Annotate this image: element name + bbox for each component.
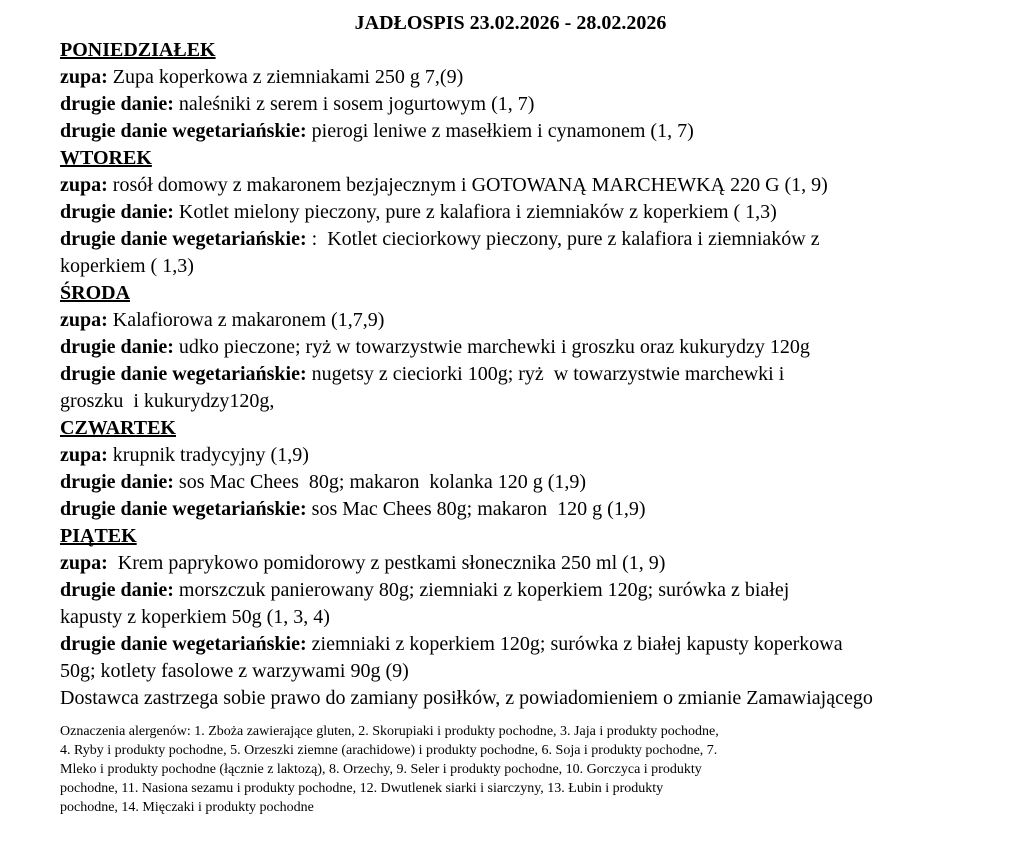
menu-item-label: zupa: bbox=[60, 174, 108, 196]
allergen-legend-line: pochodne, 14. Mięczaki i produkty pochodne bbox=[60, 800, 314, 815]
menu-item-line bbox=[60, 631, 1021, 658]
menu-item-line bbox=[60, 64, 1021, 91]
menu-item-text: udko pieczone; ryż w towarzystwie marchewki i groszku oraz kukurydzy 120g bbox=[173, 336, 810, 358]
day-name: WTOREK bbox=[60, 147, 152, 169]
menu-item-line bbox=[60, 118, 1021, 145]
menu-item-text: sos Mac Chees 80g; makaron 120 g (1,9) bbox=[306, 498, 646, 520]
allergen-legend-line: Oznaczenia alergenów: 1. Zboża zawierające gluten, 2. Skorupiaki i produkty pochodne, 3. Jaja i produkty pochodne, bbox=[60, 724, 719, 739]
menu-item-continuation-line: groszku i kukurydzy120g, bbox=[60, 390, 275, 412]
day-name: CZWARTEK bbox=[60, 417, 176, 439]
menu-item-text: morszczuk panierowany 80g; ziemniaki z koperkiem 120g; surówka z białej bbox=[173, 579, 790, 601]
allergen-legend-line: pochodne, 11. Nasiona sezamu i produkty pochodne, 12. Dwutlenek siarki i siarczyny, 13. Łubin i produkty bbox=[60, 781, 664, 796]
menu-item-label: drugie danie wegetariańskie: bbox=[60, 498, 307, 520]
menu-item-line bbox=[60, 550, 1021, 577]
menu-item-line bbox=[60, 199, 1021, 226]
menu-item-text: naleśniki z serem i sosem jogurtowym (1, 7) bbox=[173, 93, 535, 115]
menu-item-label: drugie danie wegetariańskie: bbox=[60, 120, 307, 142]
menu-item-label: zupa: bbox=[60, 444, 108, 466]
page-title: JADŁOSPIS 23.02.2026 - 28.02.2026 bbox=[354, 12, 667, 34]
menu-days bbox=[60, 37, 1021, 685]
menu-item-continuation-line: kapusty z koperkiem 50g (1, 3, 4) bbox=[60, 606, 330, 628]
day-header-poniedziałek bbox=[60, 37, 1021, 64]
menu-item-line bbox=[60, 334, 1021, 361]
allergen-legend-line: 4. Ryby i produkty pochodne, 5. Orzeszki ziemne (arachidowe) i produkty pochodne, 6. Soja i produkty pochodne, 7. bbox=[60, 743, 718, 758]
menu-item-line bbox=[60, 496, 1021, 523]
menu-item-label: drugie danie wegetariańskie: bbox=[60, 363, 307, 385]
menu-item-label: drugie danie wegetariańskie: bbox=[60, 228, 307, 250]
day-header-środa bbox=[60, 280, 1021, 307]
menu-item-text: Kalafiorowa z makaronem (1,7,9) bbox=[107, 309, 385, 331]
menu-item-label: drugie danie wegetariańskie: bbox=[60, 633, 307, 655]
menu-item-label: drugie danie: bbox=[60, 201, 174, 223]
menu-item-line bbox=[60, 469, 1021, 496]
menu-item-label: drugie danie: bbox=[60, 471, 174, 493]
day-name: PIĄTEK bbox=[60, 525, 137, 547]
menu-item-line bbox=[60, 172, 1021, 199]
menu-item-text: nugetsy z cieciorki 100g; ryż w towarzystwie marchewki i bbox=[306, 363, 785, 385]
menu-item-line bbox=[60, 91, 1021, 118]
menu-item-text: Zupa koperkowa z ziemniakami 250 g 7,(9) bbox=[107, 66, 464, 88]
menu-item-text: krupnik tradycyjny (1,9) bbox=[107, 444, 309, 466]
menu-item-text: Krem paprykowo pomidorowy z pestkami słonecznika 250 ml (1, 9) bbox=[107, 552, 666, 574]
allergen-legend bbox=[60, 722, 1021, 817]
menu-item-line bbox=[60, 442, 1021, 469]
allergen-legend-line: Mleko i produkty pochodne (łącznie z laktozą), 8. Orzechy, 9. Seler i produkty pochodne, 10. Gorczyca i produkty bbox=[60, 762, 702, 777]
menu-item-text: sos Mac Chees 80g; makaron kolanka 120 g (1,9) bbox=[173, 471, 587, 493]
menu-item-text: Kotlet mielony pieczony, pure z kalafiora i ziemniaków z koperkiem ( 1,3) bbox=[173, 201, 777, 223]
menu-item-label: zupa: bbox=[60, 309, 108, 331]
menu-item-continuation-line: koperkiem ( 1,3) bbox=[60, 255, 194, 277]
menu-item-label: zupa: bbox=[60, 66, 108, 88]
menu-item-text: : Kotlet cieciorkowy pieczony, pure z kalafiora i ziemniaków z bbox=[306, 228, 820, 250]
disclaimer: Dostawca zastrzega sobie prawo do zamiany posiłków, z powiadomieniem o zmianie Zamawiającego bbox=[60, 687, 873, 709]
menu-item-text: rosół domowy z makaronem bezjajecznym i GOTOWANĄ MARCHEWKĄ 220 G (1, 9) bbox=[107, 174, 828, 196]
menu-item-label: zupa: bbox=[60, 552, 108, 574]
day-header-czwartek bbox=[60, 415, 1021, 442]
menu-item-label: drugie danie: bbox=[60, 579, 174, 601]
menu-item-text: pierogi leniwe z masełkiem i cynamonem (1, 7) bbox=[306, 120, 694, 142]
menu-item-line bbox=[60, 226, 1021, 253]
menu-item-text: ziemniaki z koperkiem 120g; surówka z białej kapusty koperkowa bbox=[306, 633, 843, 655]
day-header-piątek bbox=[60, 523, 1021, 550]
menu-item-line bbox=[60, 361, 1021, 388]
menu-item-line bbox=[60, 577, 1021, 604]
menu-item-line bbox=[60, 307, 1021, 334]
day-name: ŚRODA bbox=[60, 282, 131, 304]
menu-item-label: drugie danie: bbox=[60, 93, 174, 115]
day-header-wtorek bbox=[60, 145, 1021, 172]
day-name: PONIEDZIAŁEK bbox=[60, 39, 216, 61]
menu-item-label: drugie danie: bbox=[60, 336, 174, 358]
menu-item-continuation-line: 50g; kotlety fasolowe z warzywami 90g (9) bbox=[60, 660, 409, 682]
